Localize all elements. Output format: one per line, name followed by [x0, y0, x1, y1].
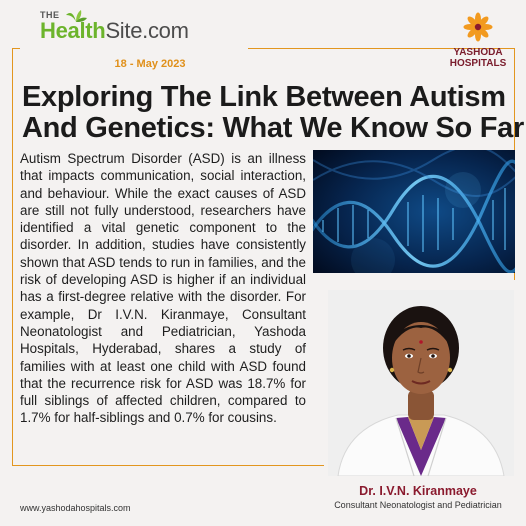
doctor-name: Dr. I.V.N. Kiranmaye [359, 484, 477, 498]
article-body: Autism Spectrum Disorder (ASD) is an illness that impacts communication, social interaction, and behaviour. While the exact causes of ASD are still not fully understood, researchers have identified a vital genetic component to the disorder. In addition, studies have consistently shown that ASD tends to run in families, and the risk of developing ASD is higher if an individual has a first-degree relative with the disorder. For example, Dr I.V.N. Kiranmaye, Consultant Neonatologist and Pediatrician, Yashoda Hospitals, Hyderabad, shares a study of families with at least one child with ASD found that the recurrence risk for ASD was 18.7% for full siblings of affected children, compared to 1.7% for half-siblings and 0.7% for cousins. [20, 151, 306, 426]
article-date: 18 - May 2023 [114, 58, 186, 70]
frame-line-left [12, 48, 13, 466]
frame-line-bottom [12, 465, 324, 466]
yashoda-name-line1: YASHODA [453, 47, 503, 58]
article-title [22, 81, 524, 144]
article-title-line-2: And Genetics: What We Know So Far [22, 112, 524, 144]
logo-main-text [40, 18, 189, 44]
logo-site-word: Site.com [105, 18, 189, 43]
yashoda-hospitals-logo [438, 12, 518, 69]
doctor-photo-card [328, 290, 514, 476]
doctor-photo [328, 290, 514, 476]
lotus-flower-icon [463, 12, 493, 42]
frame-line-top-left [12, 48, 20, 49]
article-title-line-1: Exploring The Link Between Autism [22, 81, 506, 113]
doctor-role: Consultant Neonatologist and Pediatrician [334, 500, 502, 510]
thehealthsite-logo [40, 9, 215, 47]
dna-helix-image [313, 150, 515, 273]
logo-health-word: Health [40, 18, 106, 43]
yashoda-name-line2: HOSPITALS [449, 58, 507, 69]
website-link[interactable]: www.yashodahospitals.com [20, 503, 131, 513]
logo-the-text: THE [40, 10, 60, 20]
